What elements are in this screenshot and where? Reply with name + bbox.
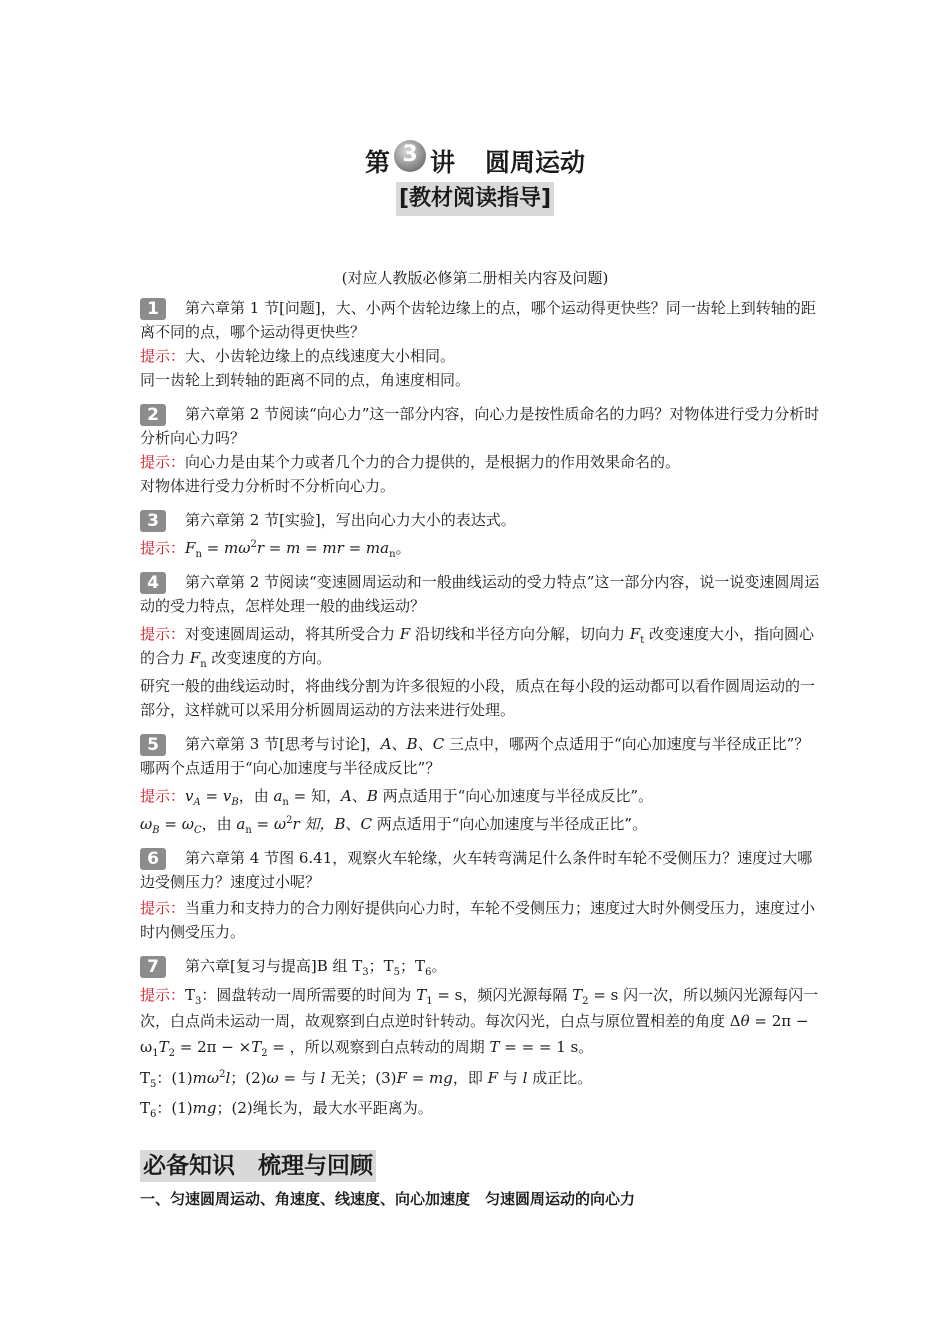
question-number-badge: 3: [140, 510, 166, 532]
question-number-badge: 7: [140, 956, 166, 978]
question-text: 第六章第 4 节图 6.41，观察火车轮缘，火车转弯满足什么条件时车轮不受侧压力？速度过大哪边受侧压力？速度过小呢？: [140, 849, 813, 891]
chapter-topic: 圆周运动: [485, 148, 586, 177]
question-text: 第六章第 2 节阅读“变速圆周运动和一般曲线运动的受力特点”这一部分内容，说一说变速圆周运动的受力特点，怎样处理一般的曲线运动？: [140, 573, 820, 615]
question-number-badge: 2: [140, 404, 166, 426]
hint-label: 提示：: [140, 787, 186, 805]
chapter-title: [0, 140, 950, 180]
question-number-badge: 1: [140, 298, 166, 320]
questions-list: [140, 296, 822, 1120]
hint-extra: 同一齿轮上到转轴的距离不同的点，角速度相同。: [140, 371, 471, 389]
question-number-badge: 5: [140, 734, 166, 756]
hint-extra: 研究一般的曲线运动时，将曲线分割为许多很短的小段，质点在每小段的运动都可以看作圆周运动的一部分，这样就可以采用分析圆周运动的方法来进行处理。: [140, 677, 816, 719]
question-text: 第六章第 1 节[问题]，大、小两个齿轮边缘上的点，哪个运动得更快些？同一齿轮上到转轴的距离不同的点，哪个运动得更快些？: [140, 299, 816, 341]
hint-label: 提示：: [140, 625, 186, 643]
chapter-suffix: 讲: [429, 148, 455, 177]
hint-label: 提示：: [140, 539, 186, 557]
question-text: 第六章第 3 节[思考与讨论]，A、B、C 三点中，哪两个点适用于“向心加速度与半径成正比”？哪两个点适用于“向心加速度与半径成反比”？: [140, 735, 810, 777]
hint: [140, 896, 822, 944]
hint-text: 当重力和支持力的合力刚好提供向心力时，车轮不受侧压力；速度过大时外侧受压力，速度过小时内侧受压力。: [140, 899, 816, 941]
chapter-number-badge: [392, 140, 428, 176]
hint: 提示：$T_3$：圆盘转动一周所需要的时间为 $T_1 = s$，频闪光源每隔 $T_2 = s$ 闪一次，所以频闪光源每闪一次，白点尚未运动一周，故观察到白点逆时针转动。每次闪光，白点与原位置相差的角度 $\Delta\theta = 2\pi - \omega_1T_2 = 2\pi - \times T_2$ = ，所以观察到白点转动的周期 T = = = 1 s。: [140, 986, 819, 1059]
section-heading-text: [教材阅读指导]: [396, 182, 554, 216]
hint-text: 大、小齿轮边缘上的点线速度大小相同。: [185, 347, 456, 365]
knowledge-heading: 必备知识 梳理与回顾: [140, 1150, 376, 1182]
hint-label: 提示：: [140, 986, 186, 1004]
hint: [140, 344, 822, 368]
section-heading: [0, 182, 950, 216]
hint-extra: $\omega_B = \omega_C$，由 $a_n = \omega^2r$ 知，B、C 两点适用于“向心加速度与半径成正比”。: [140, 815, 648, 836]
hint: 提示：$v_A = v_B$，由 $a_n$ = 知，A、B 两点适用于“向心加速度与半径成反比”。: [140, 787, 653, 808]
question-3: [140, 508, 822, 560]
knowledge-section: [140, 1150, 635, 1210]
hint: 提示：$F_n = m\omega^2r = m$ = mr = $ma_n$。: [140, 539, 411, 560]
question-1: [140, 296, 822, 392]
question-text: 第六章[复习与提高]B 组 $T_3$；$T_5$；$T_6$。: [185, 957, 447, 978]
hint-label: 提示：: [140, 899, 186, 917]
question-text: 第六章第 2 节[实验]，写出向心力大小的表达式。: [185, 511, 516, 529]
question-number-badge: 6: [140, 848, 166, 870]
chapter-prefix: 第: [364, 148, 390, 177]
hint-text: 向心力是由某个力或者几个力的合力提供的，是根据力的作用效果命名的。: [185, 453, 681, 471]
answer-t5: $T_5$：$(1)m\omega^2l$；(2)ω = 与 l 无关；(3)F = mg，即 F 与 l 成正比。: [140, 1069, 593, 1090]
question-7: [140, 954, 822, 1120]
hint-label: 提示：: [140, 453, 186, 471]
chapter-number: 3: [402, 142, 418, 167]
answer-t6: $T_6$：(1)mg；(2)绳长为，最大水平距离为。: [140, 1099, 433, 1120]
hint-extra: 对物体进行受力分析时不分析向心力。: [140, 477, 396, 495]
question-2: [140, 402, 822, 498]
knowledge-subheading: 一、匀速圆周运动、角速度、线速度、向心加速度 匀速圆周运动的向心力: [140, 1190, 636, 1208]
subtitle: (对应人教版必修第二册相关内容及问题): [341, 269, 609, 287]
hint: 提示：对变速圆周运动，将其所受合力 F 沿切线和半径方向分解，切向力 $F_t$ 改变速度大小，指向圆心的合力 $F_n$ 改变速度的方向。: [140, 625, 814, 670]
hint-label: 提示：: [140, 347, 186, 365]
question-4: [140, 570, 822, 722]
question-text: 第六章第 2 节阅读“向心力”这一部分内容，向心力是按性质命名的力吗？对物体进行受力分析时分析向心力吗？: [140, 405, 820, 447]
hint: [140, 450, 822, 474]
question-number-badge: 4: [140, 572, 166, 594]
question-5: [140, 732, 822, 836]
question-6: [140, 846, 822, 944]
